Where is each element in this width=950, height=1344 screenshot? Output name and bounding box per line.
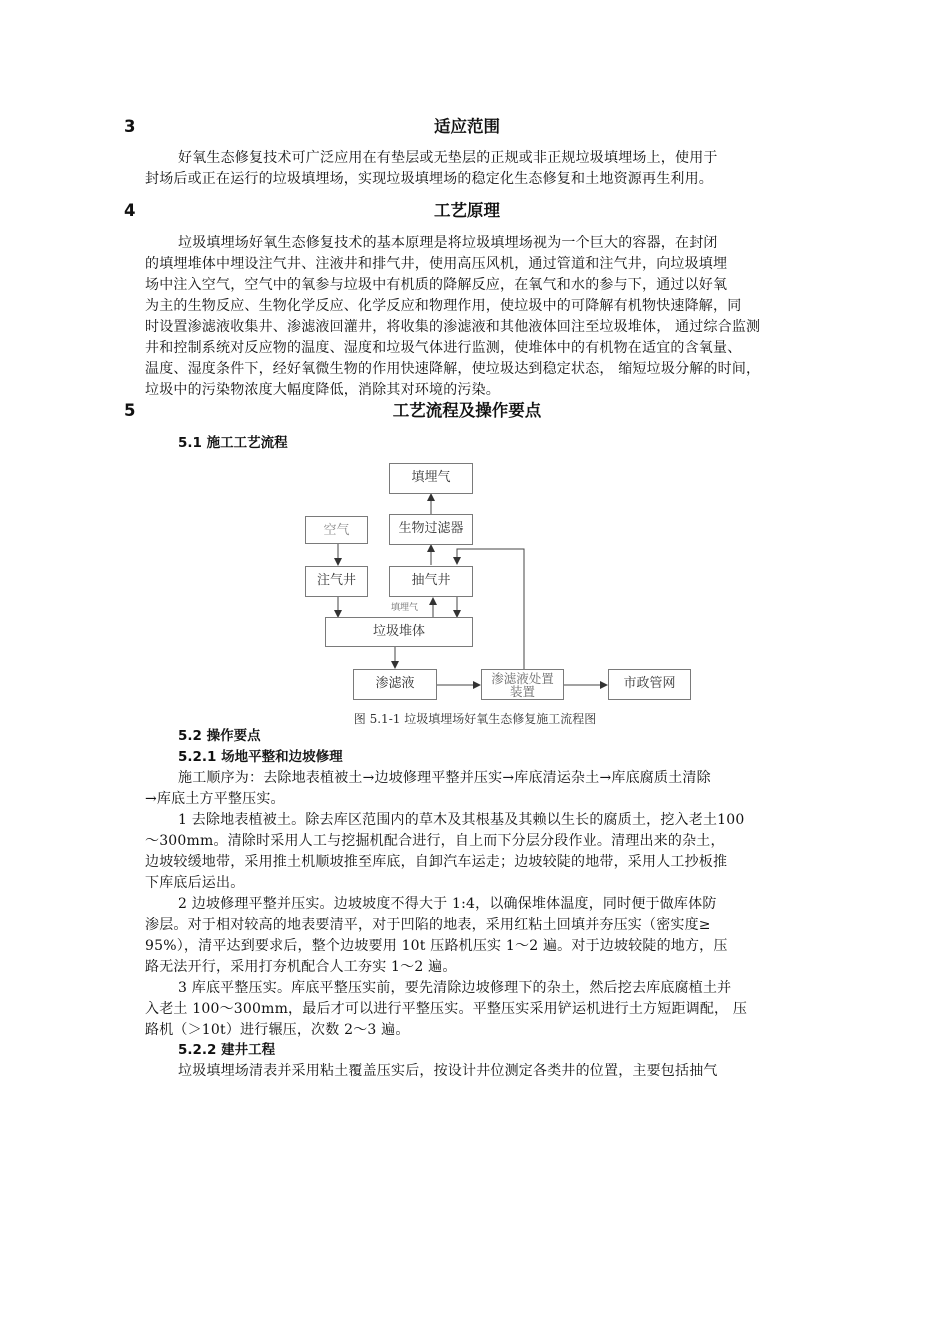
box-line: 渗滤液处置 bbox=[491, 671, 554, 686]
subsection-5-2-heading: 5.2 操作要点 bbox=[178, 728, 261, 744]
text-line: 95%），清平达到要求后，整个边坡要用 10t 压路机压实 1～2 遍。对于边坡较陡的地方，压 bbox=[145, 938, 728, 954]
section-title: 工艺流程及操作要点 bbox=[392, 401, 542, 420]
text-line: 垃圾填埋场好氧生态修复技术的基本原理是将垃圾填埋场视为一个巨大的容器，在封闭 bbox=[178, 235, 718, 251]
box-inject-well: 注气井 bbox=[305, 566, 368, 597]
text-line: 1 去除地表植被土。除去库区范围内的草木及其根基及其赖以生长的腐质土，挖入老土100 bbox=[178, 812, 745, 828]
text-line: 垃圾填埋场清表并采用粘土覆盖压实后，按设计井位测定各类井的位置，主要包括抽气 bbox=[178, 1063, 718, 1079]
subsection-5-1-heading: 5.1 施工工艺流程 bbox=[178, 435, 288, 451]
box-extract-well: 抽气井 bbox=[389, 566, 473, 597]
text-line: 垃圾中的污染物浓度大幅度降低，消除其对环境的污染。 bbox=[145, 382, 500, 398]
text-line: 时设置渗滤液收集井、渗滤液回灌井，将收集的渗滤液和其他液体回注至垃圾堆体， 通过综合监测 bbox=[145, 319, 761, 335]
box-leachate: 渗滤液 bbox=[353, 669, 437, 700]
section-3-heading bbox=[124, 114, 810, 140]
text-line: →库底土方平整压实。 bbox=[145, 791, 285, 807]
text-line: 施工顺序为：去除地表植被土→边坡修理平整并压实→库底清运杂土→库底腐质土清除 bbox=[178, 770, 711, 786]
box-municipal-pipe: 市政管网 bbox=[608, 669, 691, 700]
section-title: 适应范围 bbox=[434, 117, 500, 136]
text-line: 封场后或正在运行的垃圾填埋场，实现垃圾填埋场的稳定化生态修复和土地资源再生利用。 bbox=[145, 171, 713, 187]
section-number: 3 bbox=[124, 117, 136, 136]
text-line: 2 边坡修理平整并压实。边坡坡度不得大于 1:4，以确保堆体温度，同时便于做库体防 bbox=[178, 896, 717, 912]
section-number: 4 bbox=[124, 201, 136, 220]
text-line: 渗层。对于相对较高的地表要清平，对于凹陷的地表，采用红粘土回填并夯压实（密实度≥ bbox=[145, 917, 711, 933]
text-line: 为主的生物反应、生物化学反应、化学反应和物理作用，使垃圾中的可降解有机物快速降解，同 bbox=[145, 298, 742, 314]
text-line: 场中注入空气，空气中的氧参与垃圾中有机质的降解反应，在氧气和水的参与下，通过以好氧 bbox=[145, 277, 728, 293]
text-line: ～300mm。清除时采用人工与挖掘机配合进行，自上而下分层分段作业。清理出来的杂土， bbox=[145, 833, 725, 849]
text-line: 路无法开行，采用打夯机配合人工夯实 1～2 遍。 bbox=[145, 959, 457, 975]
section-5-2-1-body bbox=[145, 768, 813, 1041]
text-line: 下库底后运出。 bbox=[145, 875, 245, 891]
box-waste-body: 垃圾堆体 bbox=[325, 617, 473, 647]
text-line: 好氧生态修复技术可广泛应用在有垫层或无垫层的正规或非正规垃圾填埋场上，使用于 bbox=[178, 150, 718, 166]
box-line: 装置 bbox=[509, 684, 535, 699]
subsection-5-2-2-heading: 5.2.2 建井工程 bbox=[178, 1042, 276, 1058]
text-line: 路机（＞10t）进行辗压，次数 2～3 遍。 bbox=[145, 1022, 410, 1038]
section-number: 5 bbox=[124, 401, 136, 420]
section-5-heading bbox=[124, 398, 810, 424]
box-air: 空气 bbox=[305, 516, 368, 544]
text-line: 井和控制系统对反应物的温度、湿度和垃圾气体进行监测，使堆体中的有机物在适宜的含氧量、 bbox=[145, 340, 742, 356]
section-5-2-2-body bbox=[145, 1061, 813, 1082]
box-bio-filter: 生物过滤器 bbox=[389, 514, 473, 545]
text-line: 3 库底平整压实。库底平整压实前，要先清除边坡修理下的杂土，然后挖去库底腐植土并 bbox=[178, 980, 732, 996]
text-line: 边坡较缓地带，采用推土机顺坡推至库底，自卸汽车运走；边坡较陡的地带，采用人工抄板推 bbox=[145, 854, 728, 870]
text-line: 入老土 100～300mm，最后才可以进行平整压实。平整压实采用铲运机进行土方短距调配， 压 bbox=[145, 1001, 748, 1017]
section-4-paragraph bbox=[145, 233, 813, 401]
subsection-5-2-1-heading: 5.2.1 场地平整和边坡修理 bbox=[178, 749, 343, 765]
section-3-paragraph bbox=[145, 148, 813, 190]
figure-caption: 图 5.1-1 垃圾填埋场好氧生态修复施工流程图 bbox=[353, 712, 597, 726]
box-landfill-gas: 填埋气 bbox=[389, 463, 473, 494]
section-title: 工艺原理 bbox=[434, 201, 500, 220]
process-flowchart bbox=[300, 458, 700, 706]
text-line: 的填埋堆体中埋设注气井、注液井和排气井，使用高压风机，通过管道和注气井，向垃圾填埋 bbox=[145, 256, 728, 272]
text-line: 温度、湿度条件下，经好氧微生物的作用快速降解，使垃圾达到稳定状态， 缩短垃圾分解的时间， bbox=[145, 361, 761, 377]
box-leachate-treatment bbox=[481, 669, 564, 700]
small-label-landfill-gas: 填埋气 bbox=[391, 603, 419, 613]
section-4-heading bbox=[124, 198, 810, 224]
